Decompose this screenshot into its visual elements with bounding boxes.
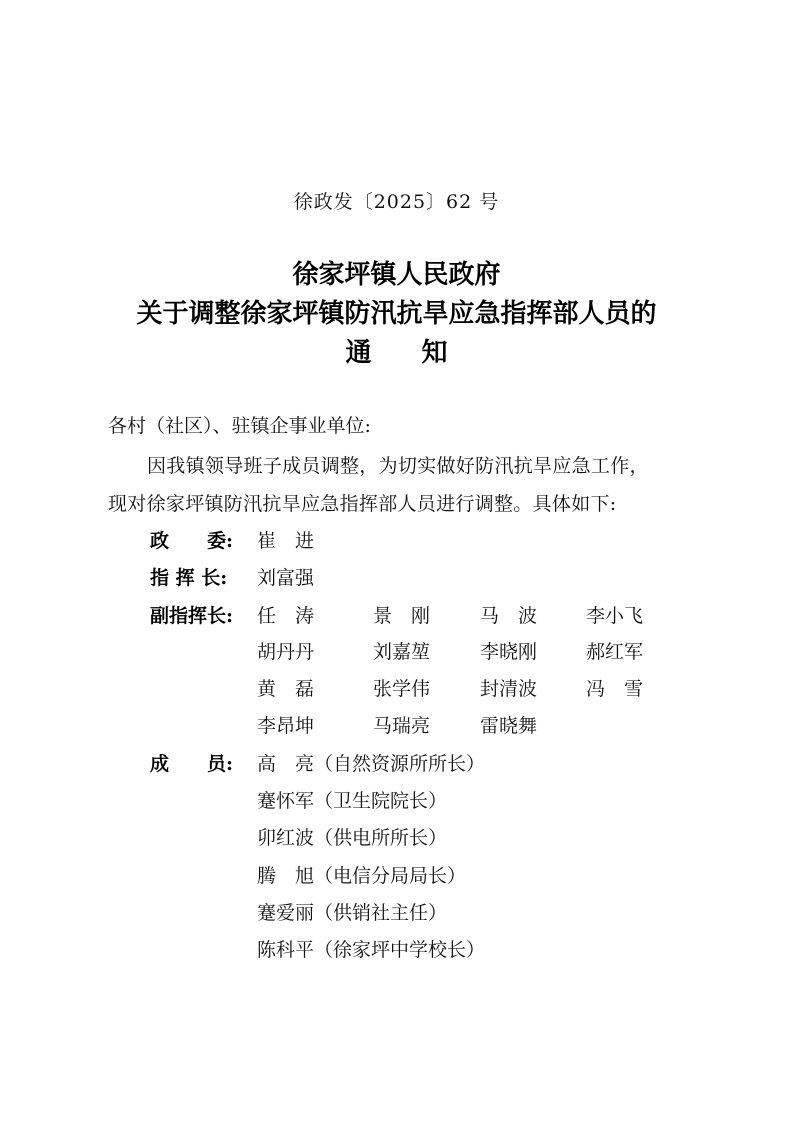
members-label: 成 员: — [150, 753, 234, 775]
member-item: 高 亮（自然资源所所长） — [257, 753, 486, 775]
deputy-name: 胡丹丹 — [257, 641, 315, 663]
deputy-name: 郝红军 — [586, 641, 644, 663]
deputy-name: 景 刚 — [373, 605, 431, 627]
title-line-2: 关于调整徐家坪镇防汛抗旱应急指挥部人员的 — [136, 299, 657, 329]
deputy-name: 冯 雪 — [586, 678, 644, 700]
title-line-3: 通知 — [345, 338, 498, 368]
political-commissar-name: 崔 进 — [257, 530, 315, 552]
deputy-name: 马 波 — [480, 605, 538, 627]
deputy-name: 黄 磊 — [257, 678, 315, 700]
paragraph-line-2: 现对徐家坪镇防汛抗旱应急指挥部人员进行调整。具体如下: — [108, 493, 617, 515]
deputy-name: 张学伟 — [373, 678, 431, 700]
member-item: 蹇怀军（卫生院院长） — [257, 790, 448, 812]
paragraph-line-1: 因我镇领导班子成员调整，为切实做好防汛抗旱应急工作， — [147, 455, 649, 477]
title-line-1: 徐家坪镇人民政府 — [292, 260, 501, 290]
member-item: 蹇爱丽（供销社主任） — [257, 902, 448, 924]
member-item: 卯红波（供电所所长） — [257, 827, 448, 849]
deputy-name: 李晓刚 — [480, 641, 538, 663]
deputy-commanders-label: 副指挥长: — [150, 605, 234, 627]
deputy-name: 李小飞 — [586, 605, 644, 627]
deputy-name: 雷晓舞 — [480, 715, 538, 737]
deputy-name: 李昂坤 — [257, 715, 315, 737]
member-item: 腾 旭（电信分局局长） — [257, 865, 467, 887]
member-item: 陈科平（徐家坪中学校长） — [257, 939, 486, 961]
commander-label: 指 挥 长: — [150, 567, 228, 589]
document-number: 徐政发〔2025〕62 号 — [293, 191, 500, 213]
commander-name: 刘富强 — [257, 567, 315, 589]
deputy-name: 马瑞亮 — [373, 715, 431, 737]
deputy-name: 任 涛 — [257, 605, 315, 627]
political-commissar-label: 政 委: — [150, 530, 234, 552]
deputy-name: 封清波 — [480, 678, 538, 700]
deputy-name: 刘嘉堃 — [373, 641, 431, 663]
salutation: 各村（社区）、驻镇企事业单位: — [108, 415, 371, 437]
